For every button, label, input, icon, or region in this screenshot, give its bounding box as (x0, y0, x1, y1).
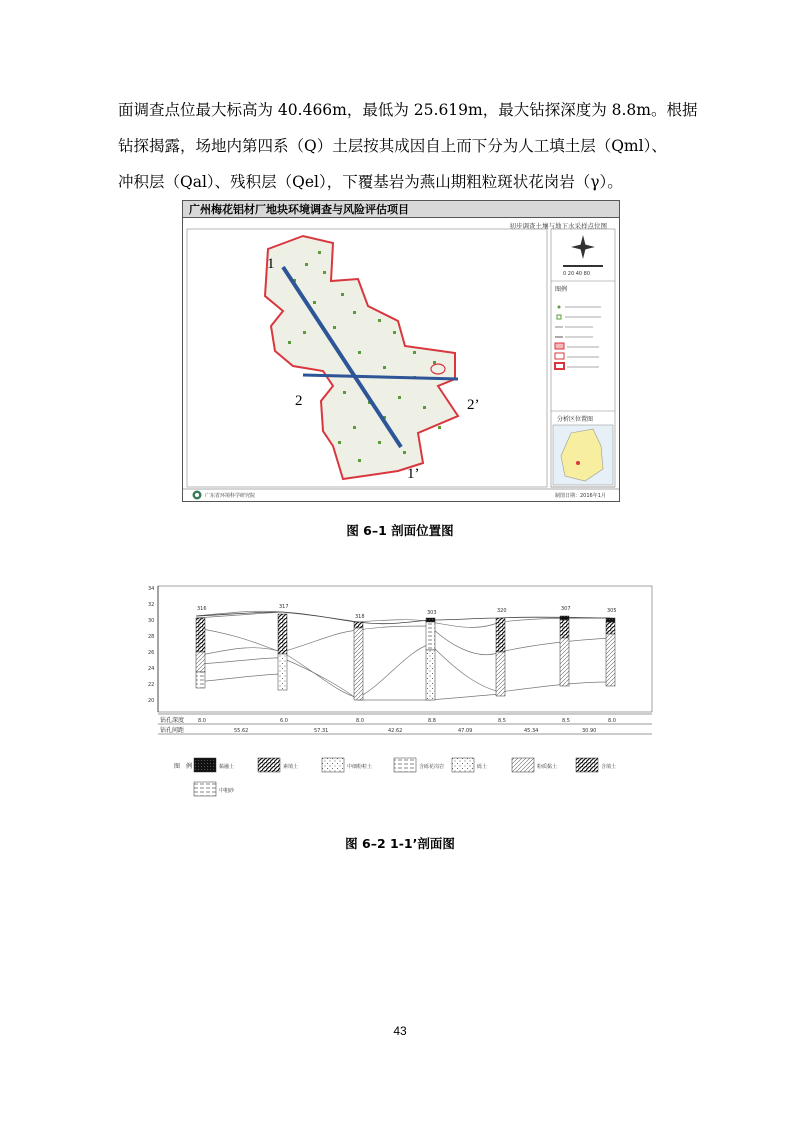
spacing-value: 47.09 (458, 728, 473, 734)
cross-section-1-1 (146, 582, 654, 818)
depth-value: 8.5 (562, 718, 570, 724)
svg-text:30: 30 (148, 618, 155, 624)
map-canvas (183, 201, 619, 501)
borehole-label: 316 (197, 606, 207, 612)
map-legend-swatches (555, 306, 601, 370)
borehole-316 (196, 618, 205, 688)
svg-text:28: 28 (148, 634, 155, 640)
org-text: 广东省环境科学研究院 (205, 493, 256, 499)
paragraph-line-1: 面调查点位最大标高为 40.466m，最低为 25.619m，最大钻探深度为 8.8m。根据 (118, 101, 698, 119)
legend-title: 图例 (555, 286, 568, 293)
depth-value: 8.0 (198, 718, 206, 724)
svg-text:粉质黏土: 粉质黏土 (537, 764, 558, 770)
borehole-317 (278, 614, 287, 690)
borehole-318 (354, 622, 363, 700)
svg-text:素填土: 素填土 (283, 764, 299, 770)
svg-text:24: 24 (148, 666, 155, 672)
figure-2-caption: 图 6–2 1-1’剖面图 (345, 836, 455, 851)
svg-text:20: 20 (148, 698, 155, 704)
borehole-303 (426, 618, 435, 700)
section-label-2-prime: 2’ (467, 397, 480, 413)
depth-value: 8.5 (498, 718, 506, 724)
section-label-2: 2 (295, 393, 303, 409)
map-title: 广州梅花铝材厂地块环境调查与风险评估项目 (183, 201, 619, 218)
borehole-307 (560, 616, 569, 686)
depth-value: 8.8 (428, 718, 436, 724)
site-boundary (265, 236, 458, 479)
section-legend (194, 758, 616, 796)
borehole-label: 307 (561, 606, 571, 612)
svg-text:砾土: 砾土 (477, 764, 488, 770)
borehole-305 (606, 618, 615, 686)
svg-text:黏融土: 黏融土 (219, 764, 235, 770)
section-label-1-prime: 1’ (407, 466, 420, 482)
svg-text:中粗砂: 中粗砂 (219, 788, 235, 794)
borehole-320 (496, 618, 505, 696)
inset-title: 分析区位置图 (557, 416, 594, 423)
borehole-label: 303 (427, 610, 437, 616)
spacing-value: 30.90 (582, 728, 597, 734)
depth-value: 8.0 (356, 718, 364, 724)
depth-row-label: 钻孔深度 (160, 717, 185, 724)
section-location-map (182, 200, 620, 502)
borehole-label: 318 (355, 614, 365, 620)
borehole-label: 320 (497, 608, 507, 614)
borehole-label: 305 (607, 608, 617, 614)
spacing-row-label: 钻孔间距 (160, 727, 185, 734)
svg-text:含填土: 含填土 (601, 764, 617, 770)
north-arrow-icon (571, 235, 595, 259)
depth-value: 8.0 (608, 718, 616, 724)
svg-text:中细粉粒土: 中细粉粒土 (347, 764, 373, 770)
svg-text:26: 26 (148, 650, 155, 656)
scale-bar-text: 0 20 40 80 (563, 271, 591, 277)
svg-text:22: 22 (148, 682, 155, 688)
page-number: 43 (393, 1024, 407, 1038)
spacing-value: 57.31 (314, 728, 329, 734)
spacing-value: 55.62 (234, 728, 249, 734)
cross-section-canvas (146, 582, 654, 818)
spacing-value: 45.34 (524, 728, 539, 734)
paragraph-line-3: 冲积层（Qal）、残积层（Qel），下覆基岩为燕山期粗粒斑状花岗岩（γ）。 (118, 173, 623, 191)
svg-text:32: 32 (148, 602, 155, 608)
spacing-value: 42.62 (388, 728, 403, 734)
svg-text:34: 34 (148, 586, 155, 592)
map-subtitle: 初步调查土壤与地下水采样点位图 (509, 222, 607, 230)
paragraph-line-2: 钻探揭露，场地内第四系（Q）土层按其成因自上而下分为人工填土层（Qml）、 (118, 137, 667, 155)
map-date-text: 制图日期：2016年1月 (555, 493, 606, 499)
svg-text:含砾花岗岩: 含砾花岗岩 (419, 764, 445, 770)
body-paragraph (118, 92, 698, 200)
depth-value: 6.0 (280, 718, 288, 724)
section-legend-title: 图 例 (174, 763, 193, 770)
figure-1-caption: 图 6–1 剖面位置图 (346, 523, 454, 538)
section-label-1: 1 (267, 256, 275, 272)
borehole-label: 317 (279, 604, 289, 610)
